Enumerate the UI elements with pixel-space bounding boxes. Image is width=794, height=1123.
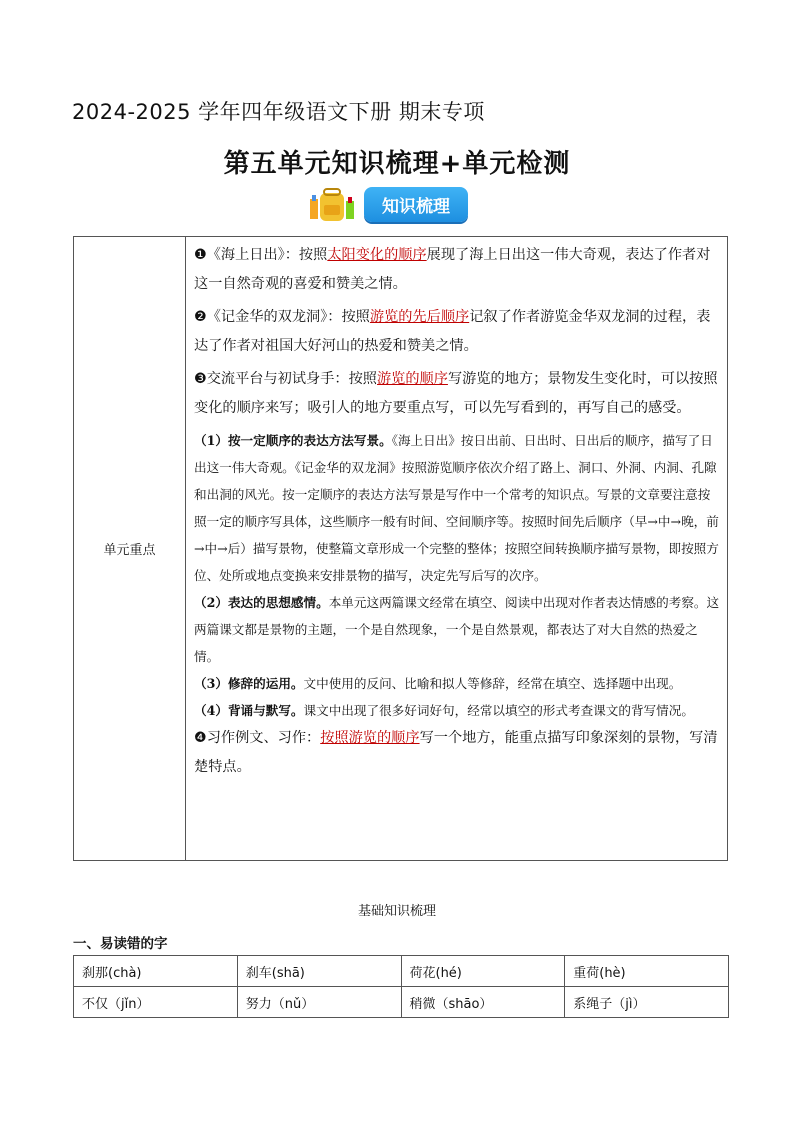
knowledge-2-heading: （2）表达的思想感情。 [194,595,329,610]
main-title: 第五单元知识梳理+单元检测 [223,149,571,179]
knowledge-banner [308,185,468,223]
point-3 [194,365,721,422]
knowledge-badge: 知识梳理 [364,187,468,222]
table-cell: 系绳子（jì） [565,987,729,1018]
knowledge-1-heading: （1）按一定顺序的表达方法写景。 [194,433,392,448]
point-2-lead: ❷《记金华的双龙洞》：按照 [194,309,370,325]
unit-focus-content [186,237,727,860]
point-2 [194,303,721,360]
knowledge-2-text: 本单元这两篇课文经常在填空、阅读中出现对作者表达情感的考察。这两篇课文都是景物的主题，一个是自然现象，一个是自然景观，都表达了对大自然的热爱之情。 [194,595,720,664]
table-cell: 刹那(chà) [74,956,238,987]
table-row [74,987,729,1018]
knowledge-1 [194,427,721,589]
knowledge-3 [194,670,721,697]
point-1 [194,241,721,298]
knowledge-table [73,236,728,861]
school-bag-icon [308,185,358,223]
table-cell: 重荷(hè) [565,956,729,987]
point-2-text: 记叙了作者游览金华双龙洞的过程，表达了作者对祖国大好河山的热爱和赞美之情。 [194,309,711,354]
document-header-title: 2024-2025 学年四年级语文下册 期末专项 [72,100,485,124]
point-4-highlight: 按照游览的顺序 [320,730,420,746]
table-cell: 不仅（jǐn） [74,987,238,1018]
knowledge-4-heading: （4）背诵与默写。 [194,703,304,718]
table-row [74,956,729,987]
knowledge-3-text: 文中使用的反问、比喻和拟人等修辞，经常在填空、选择题中出现。 [303,676,682,691]
point-3-highlight: 游览的顺序 [376,371,448,387]
table-cell: 荷花(hé) [401,956,565,987]
knowledge-1-text: 《海上日出》按日出前、日出时、日出后的顺序，描写了日出这一伟大奇观。《记金华的双龙洞》按照游览顺序依次介绍了路上、洞口、外洞、内洞、孔隙和出洞的风光。按一定顺序的表达方法写景是写作中一个常考的知识点。写景的文章要注意按照一定的顺序写具体，这些顺序一般有时间、空间顺序等。按照时间先后顺序（早→中→晚，前→中→后）描写景物，使整篇文章形成一个完整的整体；按照空间转换顺序描写景物，即按照方位、处所或地点变换来安排景物的描写，决定先写后写的次序。 [194,433,719,583]
unit-focus-label: 单元重点 [74,237,186,860]
table-cell: 努力（nǔ） [237,987,401,1018]
point-1-lead: ❶《海上日出》：按照 [194,247,328,263]
point-1-text: 展现了海上日出这一伟大奇观，表达了作者对这一自然奇观的喜爱和赞美之情。 [194,247,711,292]
knowledge-4-text: 课文中出现了很多好词好句，经常以填空的形式考查课文的背写情况。 [303,703,694,718]
section-title: 基础知识梳理 [357,904,436,919]
table-cell: 刹车(shā) [237,956,401,987]
point-1-highlight: 太阳变化的顺序 [327,247,427,263]
point-3-lead: ❸交流平台与初试身手：按照 [194,371,377,387]
knowledge-4 [194,697,721,724]
point-2-highlight: 游览的先后顺序 [369,309,470,325]
point-4 [194,724,721,781]
char-table [73,955,729,1018]
point-3-text: 写游览的地方；景物发生变化时，可以按照变化的顺序来写；吸引人的地方要重点写，可以先写看到的，再写自己的感受。 [194,371,718,416]
knowledge-3-heading: （3）修辞的运用。 [194,676,304,691]
point-4-lead: ❹习作例文、习作： [194,730,321,746]
table-cell: 稍微（shāo） [401,987,565,1018]
point-4-text: 写一个地方，能重点描写印象深刻的景物，写清楚特点。 [194,730,718,775]
knowledge-2 [194,589,721,670]
section-heading: 一、易读错的字 [73,936,168,952]
